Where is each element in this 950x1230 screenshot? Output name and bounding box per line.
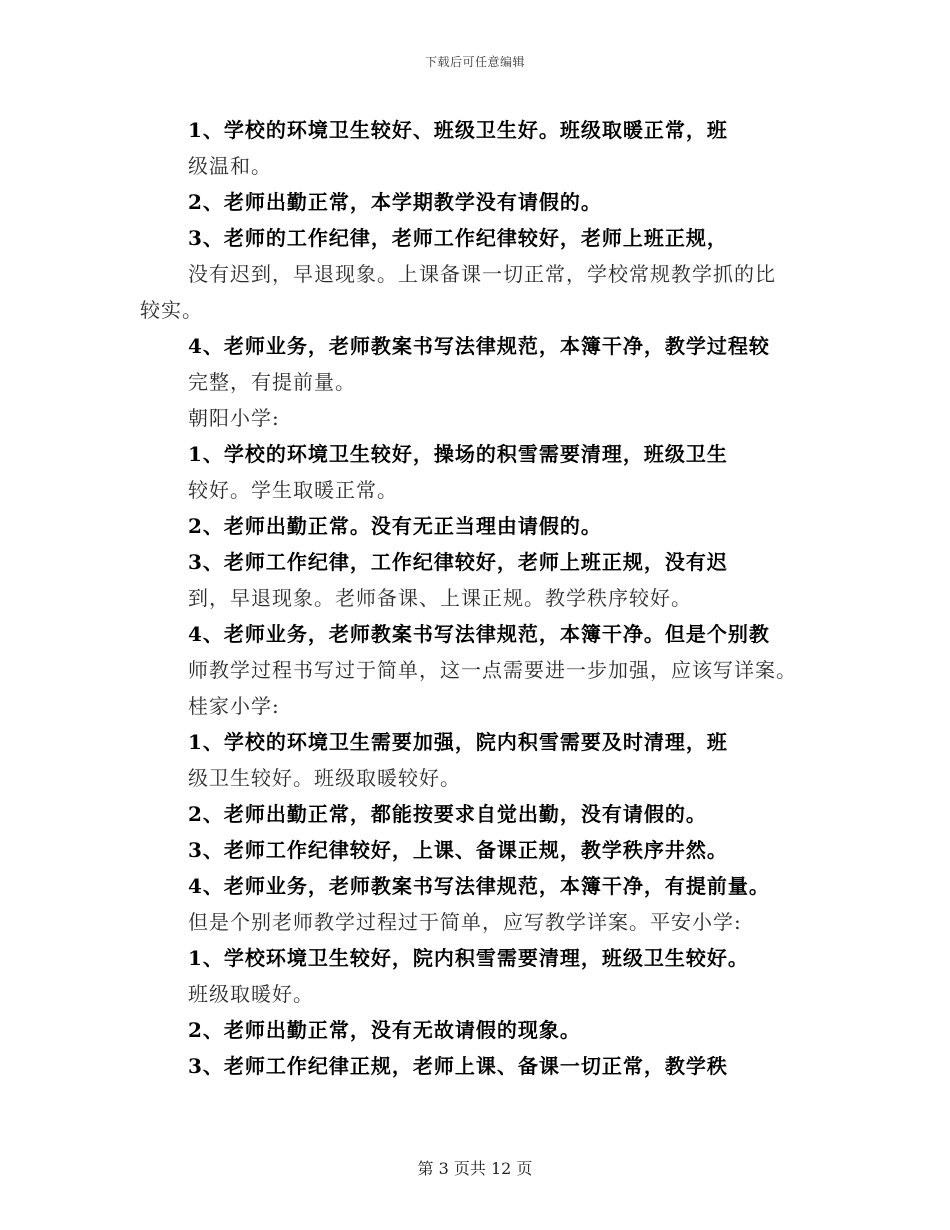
text-line: 3、老师工作纪律较好，上课、备课正规，教学秩序井然。 bbox=[188, 838, 728, 862]
text-line: 但是个别老师教学过程过于简单，应写教学详案。平安小学: bbox=[188, 910, 742, 934]
text-line: 4、老师业务，老师教案书写法律规范，本簿干净，教学过程较 bbox=[188, 334, 770, 358]
text-line: 到，早退现象。老师备课、上课正规。教学秩序较好。 bbox=[188, 586, 692, 610]
page-header: 下载后可任意编辑 bbox=[424, 55, 525, 69]
text-line: 4、老师业务，老师教案书写法律规范，本簿干净。但是个别教 bbox=[188, 622, 770, 646]
text-line: 较好。学生取暖正常。 bbox=[188, 478, 398, 502]
text-line: 3、老师工作纪律，工作纪律较好，老师上班正规，没有迟 bbox=[188, 550, 728, 574]
text-line: 2、老师出勤正常，本学期教学没有请假的。 bbox=[188, 190, 602, 214]
text-line: 3、老师工作纪律正规，老师上课、备课一切正常，教学秩 bbox=[188, 1054, 728, 1078]
text-line: 级温和。 bbox=[188, 154, 272, 178]
document-body bbox=[0, 112, 950, 1084]
text-line: 1、学校的环境卫生需要加强，院内积雪需要及时清理，班 bbox=[188, 730, 728, 754]
section-heading: 朝阳小学: bbox=[188, 406, 280, 430]
text-line: 1、学校的环境卫生较好，操场的积雪需要清理，班级卫生 bbox=[188, 442, 728, 466]
text-line: 班级取暖好。 bbox=[188, 982, 314, 1006]
text-line: 1、学校环境卫生较好，院内积雪需要清理，班级卫生较好。 bbox=[188, 946, 749, 970]
text-line: 3、老师的工作纪律，老师工作纪律较好，老师上班正规， bbox=[188, 226, 728, 250]
text-line: 2、老师出勤正常，没有无故请假的现象。 bbox=[188, 1018, 581, 1042]
text-line: 师教学过程书写过于简单，这一点需要进一步加强，应该写详案。 bbox=[188, 658, 797, 682]
text-line: 4、老师业务，老师教案书写法律规范，本簿干净，有提前量。 bbox=[188, 874, 770, 898]
section-heading: 桂家小学: bbox=[188, 694, 280, 718]
page-footer: 第 3 页共 12 页 bbox=[417, 1159, 533, 1178]
text-line: 2、老师出勤正常。没有无正当理由请假的。 bbox=[188, 514, 602, 538]
text-line: 完整，有提前量。 bbox=[188, 370, 356, 394]
text-line: 级卫生较好。班级取暖较好。 bbox=[188, 766, 461, 790]
text-line: 1、学校的环境卫生较好、班级卫生好。班级取暖正常，班 bbox=[188, 118, 728, 142]
text-line: 没有迟到，早退现象。上课备课一切正常，学校常规教学抓的比 bbox=[188, 262, 776, 286]
text-line: 较实。 bbox=[140, 298, 203, 322]
text-line: 2、老师出勤正常，都能按要求自觉出勤，没有请假的。 bbox=[188, 802, 707, 826]
